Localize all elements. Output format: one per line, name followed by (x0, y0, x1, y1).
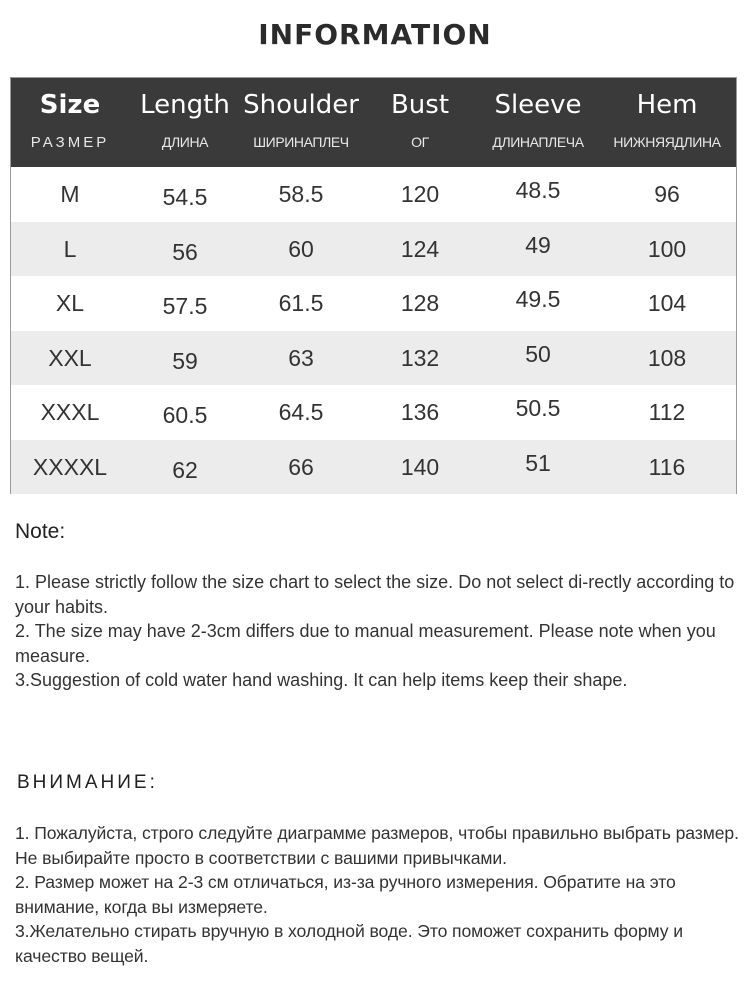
cell-bust: 132 (400, 344, 440, 371)
header-label: Length (140, 90, 230, 120)
table-row (11, 385, 736, 440)
cell-shoulder: 64.5 (278, 399, 324, 425)
cell-sleeve: 51 (525, 449, 551, 476)
table-row (11, 167, 736, 222)
cell-length: 57.5 (162, 293, 208, 319)
notice-ru-item: 1. Пожалуйста, строго следуйте диаграмме размеров, чтобы правильно выбрать размер. Не выбирайте просто в соответствии с вашими привычками. (15, 823, 739, 868)
table-header (11, 78, 736, 167)
cell-shoulder: 60 (288, 235, 314, 262)
cell-shoulder: 66 (288, 453, 314, 480)
note-item: 1. Please strictly follow the size chart to select the size. Do not select di-rectly according to your habits. (15, 572, 735, 617)
cell-length: 62 (172, 456, 198, 483)
cell-length: 56 (172, 238, 198, 265)
cell-bust: 128 (400, 290, 440, 316)
note-list (15, 570, 735, 693)
cell-hem: 116 (648, 453, 686, 480)
cell-shoulder: 63 (288, 344, 314, 371)
cell-bust: 136 (400, 399, 440, 425)
cell-bust: 124 (400, 235, 440, 262)
cell-length: 59 (172, 347, 198, 374)
note-heading: Note: (15, 520, 66, 543)
cell-size: XL (55, 290, 85, 316)
table-row (11, 222, 736, 277)
cell-bust: 120 (400, 181, 440, 207)
cell-shoulder: 58.5 (278, 181, 324, 207)
cell-hem: 108 (647, 344, 687, 371)
cell-length: 60.5 (162, 402, 208, 428)
size-chart-table (10, 77, 737, 494)
header-bust (361, 78, 479, 167)
header-length (129, 78, 241, 167)
header-sublabel: ДЛИНА (161, 134, 209, 150)
cell-shoulder: 61.5 (278, 290, 324, 316)
cell-sleeve: 49.5 (515, 286, 561, 312)
header-label: Hem (636, 90, 698, 120)
notice-ru-heading: ВНИМАНИЕ: (17, 772, 158, 793)
header-size (11, 78, 129, 167)
cell-hem: 96 (654, 181, 680, 207)
cell-sleeve: 50 (525, 340, 551, 367)
notice-ru-list (15, 821, 740, 968)
header-label: Size (39, 90, 101, 120)
header-label: Bust (390, 90, 450, 120)
cell-sleeve: 48.5 (515, 177, 561, 203)
header-sleeve (479, 78, 597, 167)
table-row (11, 440, 736, 495)
header-sublabel: ОГ (411, 134, 429, 150)
cell-size: M (60, 181, 80, 207)
cell-size: L (63, 235, 77, 262)
header-sublabel: ШИРИНАПЛЕЧ (253, 134, 349, 150)
notice-ru-item: 3.Желательно стирать вручную в холодной воде. Это поможет сохранить форму и качество вещей. (15, 921, 683, 966)
header-sublabel: ДЛИНАПЛЕЧА (492, 134, 584, 150)
table-body (11, 167, 736, 494)
cell-bust: 140 (400, 453, 440, 480)
note-item: 3.Suggestion of cold water hand washing. It can help items keep their shape. (15, 670, 628, 690)
header-shoulder (241, 78, 361, 167)
page-title: INFORMATION (258, 18, 492, 51)
header-label: Shoulder (243, 90, 359, 120)
cell-hem: 112 (648, 399, 686, 425)
cell-sleeve: 50.5 (515, 395, 561, 421)
cell-hem: 100 (647, 235, 687, 262)
cell-size: XXL (48, 344, 92, 371)
cell-size: XXXL (40, 399, 100, 425)
note-item: 2. The size may have 2-3cm differs due to manual measurement. Please note when you measure. (15, 621, 716, 666)
table-row (11, 276, 736, 331)
header-sublabel: РАЗМЕР (30, 134, 110, 151)
table-row (11, 331, 736, 386)
header-sublabel: НИЖНЯЯДЛИНА (613, 134, 721, 150)
cell-sleeve: 49 (525, 231, 551, 258)
notice-ru-item: 2. Размер может на 2-3 см отличаться, из-за ручного измерения. Обратите на это внимание, когда вы измеряете. (15, 872, 676, 917)
cell-hem: 104 (647, 290, 687, 316)
cell-size: XXXXL (32, 453, 108, 480)
cell-length: 54.5 (162, 184, 208, 210)
header-label: Sleeve (494, 90, 582, 120)
header-hem (597, 78, 737, 167)
